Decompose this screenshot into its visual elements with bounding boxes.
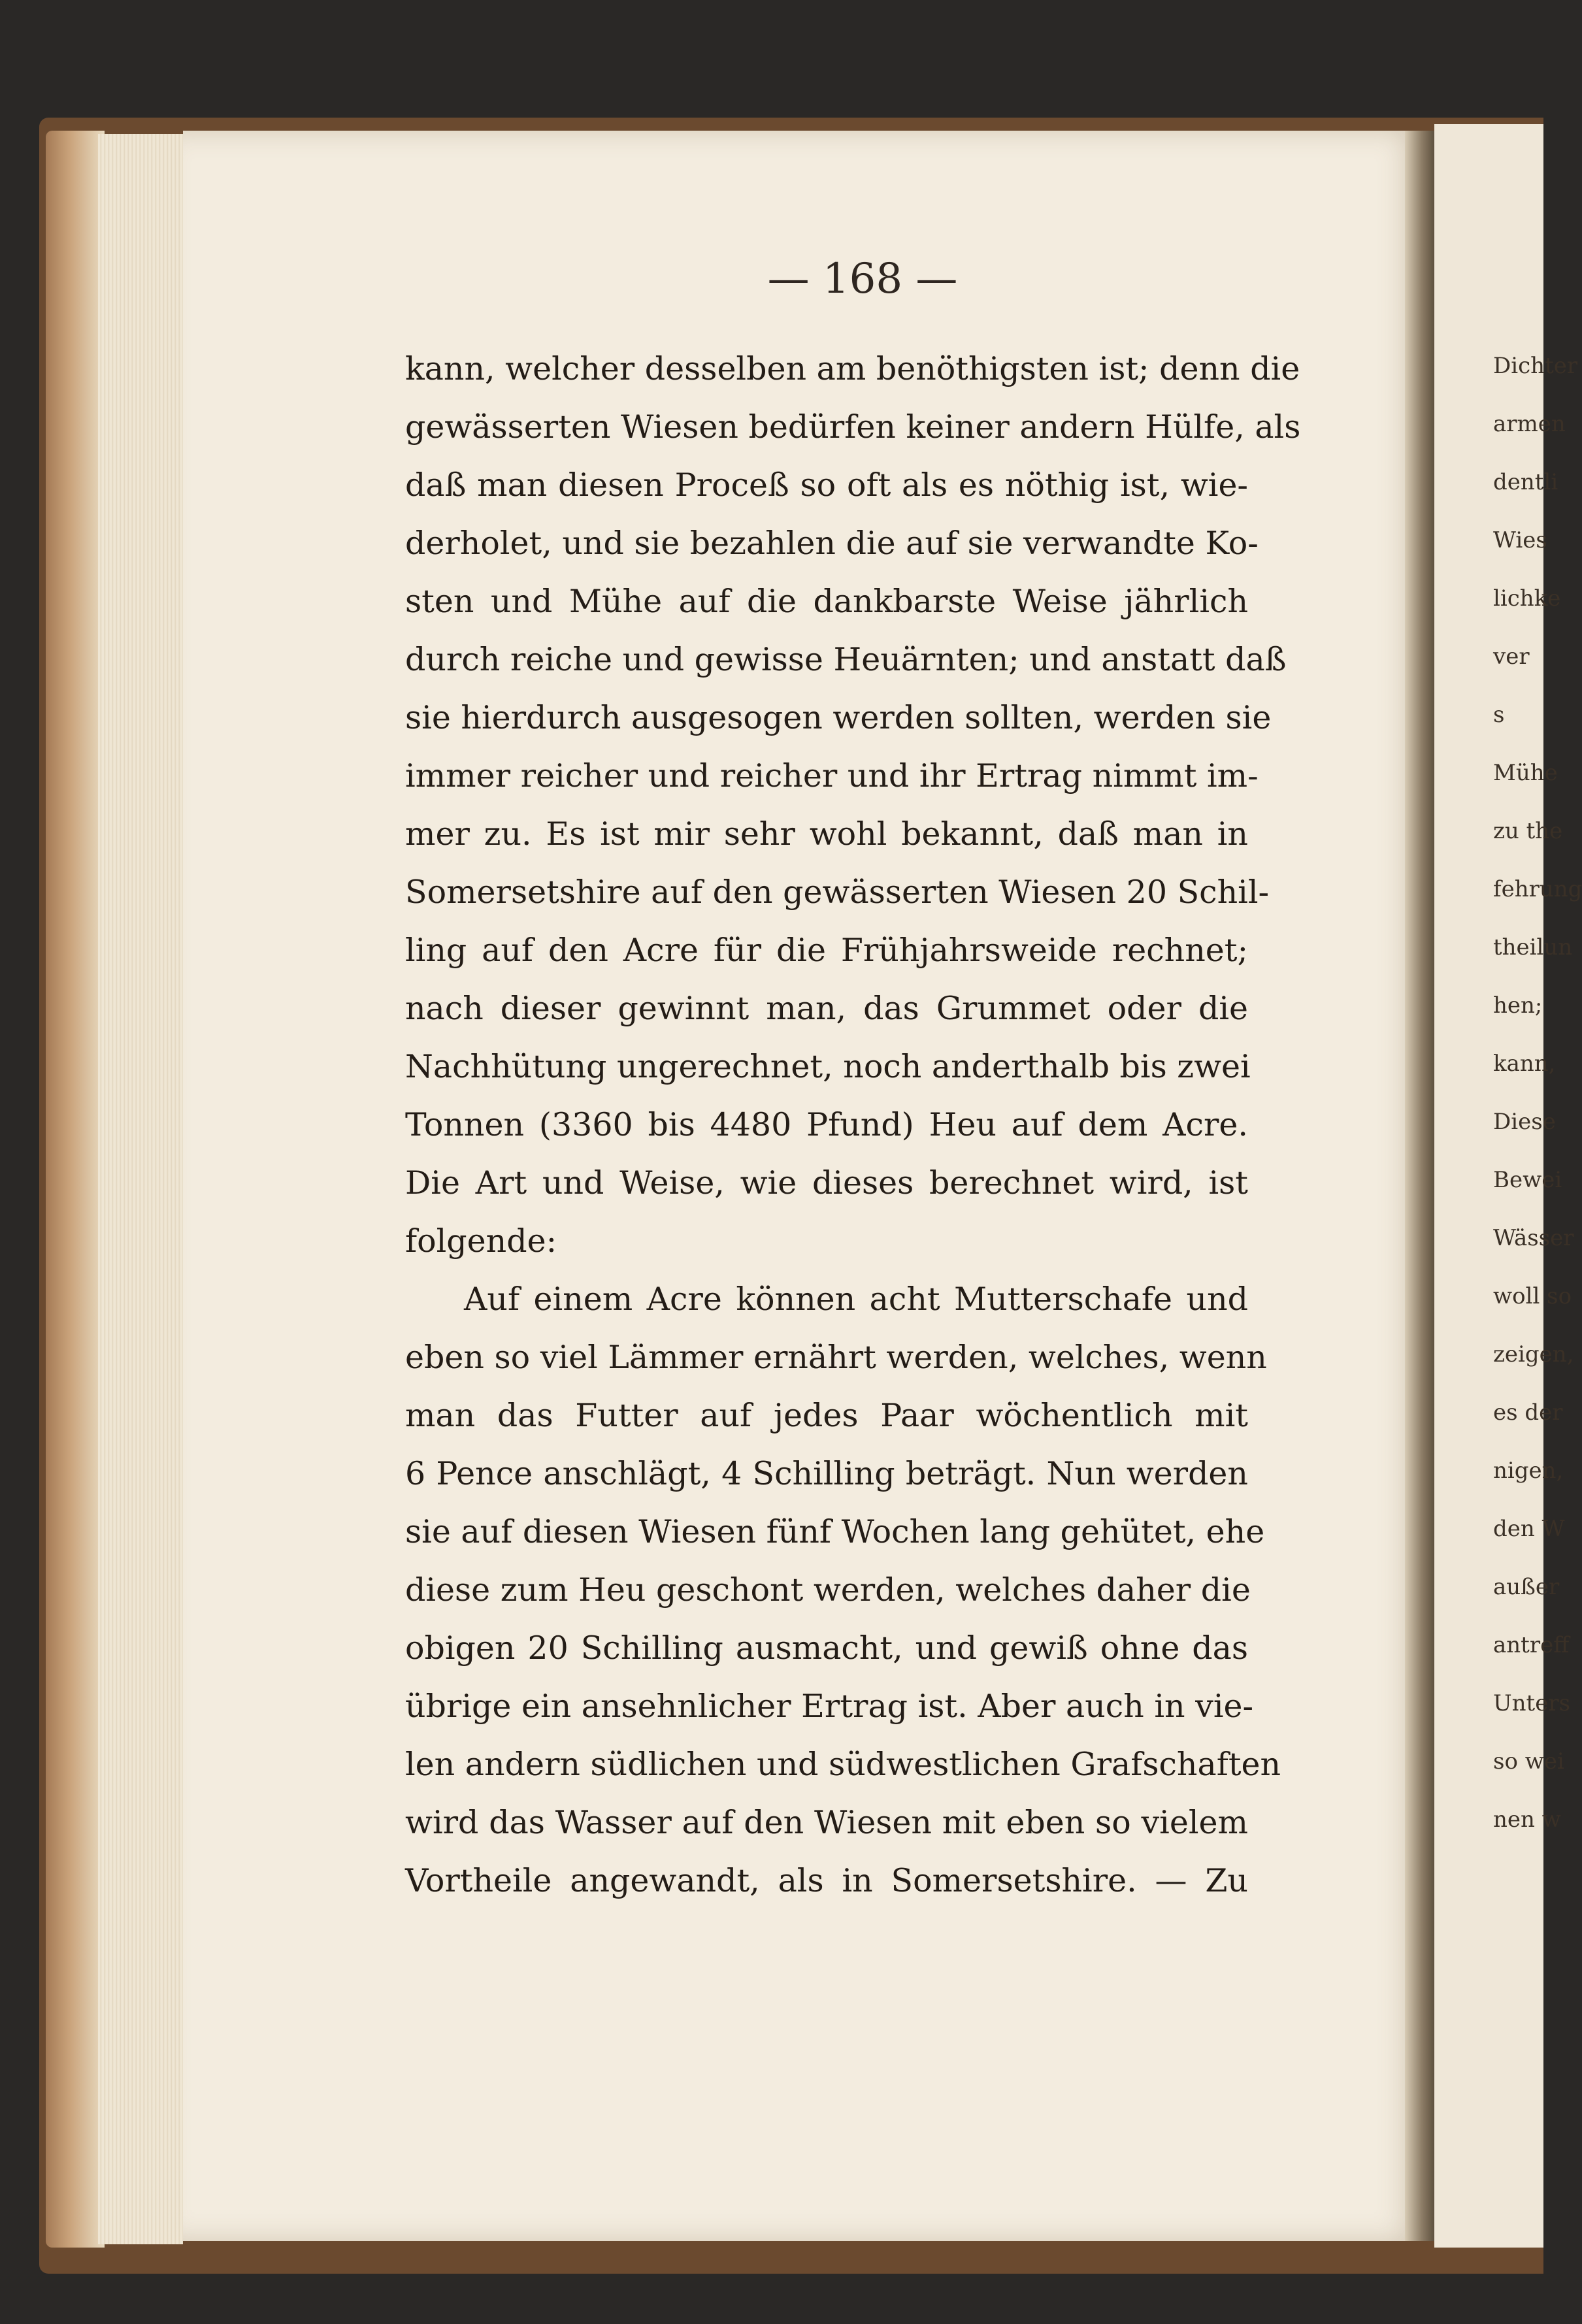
text-line: Vortheile angewandt, als in Somersetshire. — Zu [405, 1862, 1248, 1899]
facing-page-fragment: Dichter [1493, 353, 1578, 379]
text-line: Somersetshire auf den gewässerten Wiesen 20 Schil- [405, 874, 1270, 911]
facing-page-fragment: hen; [1493, 992, 1543, 1019]
facing-page-fragment: Mühe [1493, 760, 1558, 786]
facing-page-fragment: Unters [1493, 1690, 1571, 1716]
facing-page-fragment: theilun [1493, 934, 1573, 960]
text-line: daß man diesen Proceß so oft als es nöthig ist, wie- [405, 466, 1248, 504]
body-text [405, 340, 1301, 1910]
text-line: eben so viel Lämmer ernährt werden, welches, wenn [405, 1339, 1267, 1376]
facing-page-fragment: es der [1493, 1399, 1563, 1426]
text-line: durch reiche und gewisse Heuärnten; und anstatt daß [405, 641, 1287, 678]
text-line: Auf einem Acre können acht Mutterschafe und [464, 1281, 1248, 1318]
text-line: obigen 20 Schilling ausmacht, und gewiß ohne das [405, 1629, 1248, 1667]
facing-page-fragment: Wässer [1493, 1225, 1574, 1251]
text-line: derholet, und sie bezahlen die auf sie verwandte Ko- [405, 525, 1259, 562]
facing-page-fragment: lichke [1493, 585, 1561, 612]
text-line: sie auf diesen Wiesen fünf Wochen lang gehütet, ehe [405, 1513, 1265, 1550]
text-line: kann, welcher desselben am benöthigsten ist; denn die [405, 350, 1300, 387]
text-line: übrige ein ansehnlicher Ertrag ist. Aber auch in vie- [405, 1688, 1254, 1725]
facing-page-fragment: woll so [1493, 1283, 1572, 1309]
text-line: man das Futter auf jedes Paar wöchentlich mit [405, 1397, 1248, 1434]
text-line: Tonnen (3360 bis 4480 Pfund) Heu auf dem Acre. [405, 1106, 1248, 1143]
facing-page-fragment: antreff [1493, 1632, 1570, 1658]
facing-page-fragment: Wies [1493, 527, 1547, 553]
text-line: 6 Pence anschlägt, 4 Schilling beträgt. Nun werden [405, 1455, 1248, 1492]
text-line: nach dieser gewinnt man, das Grummet oder die [405, 990, 1248, 1027]
facing-page-fragment: ver [1493, 644, 1530, 670]
facing-page-fragment: Bewei [1493, 1167, 1562, 1193]
facing-page-fragment: s [1493, 702, 1505, 728]
book-left-edge [46, 131, 105, 2248]
text-line: diese zum Heu geschont werden, welches daher die [405, 1571, 1251, 1609]
text-line: Nachhütung ungerechnet, noch anderthalb bis zwei [405, 1048, 1251, 1085]
facing-page-fragment: dentli [1493, 469, 1558, 495]
facing-page-fragment: zu the [1493, 818, 1563, 844]
text-line: folgende: [405, 1222, 557, 1260]
facing-page-fragment: nen w [1493, 1807, 1561, 1833]
facing-page-fragment: so wei [1493, 1748, 1564, 1775]
text-line: gewässerten Wiesen bedürfen keiner andern Hülfe, als [405, 408, 1301, 446]
facing-page-fragment: nigen, [1493, 1458, 1564, 1484]
text-line: ling auf den Acre für die Frühjahrsweide rechnet; [405, 932, 1248, 969]
text-line: mer zu. Es ist mir sehr wohl bekannt, daß man in [405, 815, 1248, 853]
facing-page-fragment: zeigen, [1493, 1341, 1574, 1367]
text-line: wird das Wasser auf den Wiesen mit eben so vielem [405, 1804, 1248, 1841]
facing-page-fragment: Diese [1493, 1109, 1556, 1135]
text-line: sten und Mühe auf die dankbarste Weise jährlich [405, 583, 1248, 620]
page-stack-edges [98, 134, 183, 2244]
page-number: — 168 — [767, 255, 958, 303]
facing-page-fragment: kann, [1493, 1051, 1556, 1077]
facing-page-fragment: fehrung [1493, 876, 1582, 902]
book-gutter [1405, 131, 1434, 2241]
text-line: immer reicher und reicher und ihr Ertrag nimmt im- [405, 757, 1259, 794]
text-line: sie hierdurch ausgesogen werden sollten, werden sie [405, 699, 1272, 736]
facing-page-fragment: den W [1493, 1516, 1565, 1542]
text-line: len andern südlichen und südwestlichen Grafschaften [405, 1746, 1281, 1783]
facing-page-fragment: außer [1493, 1574, 1560, 1600]
text-line: Die Art und Weise, wie dieses berechnet wird, ist [405, 1164, 1248, 1202]
facing-page-fragment: armen [1493, 411, 1566, 437]
